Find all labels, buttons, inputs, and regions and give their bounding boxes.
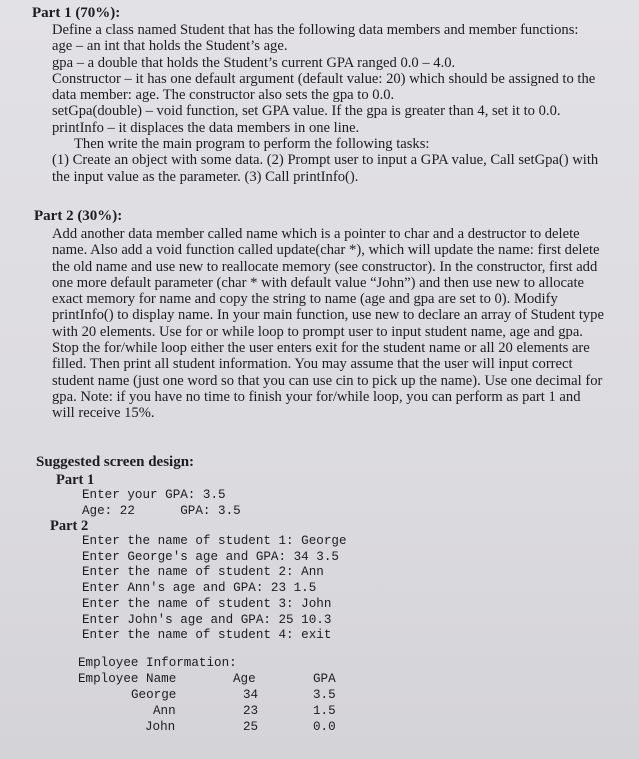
part2-line: student name (just one word so that you can use cin to pick up the name). Use one decimal for — [52, 372, 603, 389]
part2-console-output — [82, 534, 347, 644]
screen-design-heading: Suggested screen design: — [36, 454, 195, 470]
part1-line: data member: age. The constructor also sets the gpa to 0.0. — [52, 87, 395, 104]
part2-line: will receive 15%. — [52, 405, 155, 422]
table-cell-name: Ann — [153, 704, 176, 718]
part2-heading: Part 2 (30%): — [34, 208, 123, 224]
table-cell-gpa: 1.5 — [313, 704, 336, 718]
screen-part1-label: Part 1 — [56, 472, 95, 488]
part2-line: printInfo() to display name. In your main function, use new to declare an array of Student type — [52, 307, 604, 324]
part2-line: filled. Then print all student information. You may assume that the user will input correct — [52, 356, 573, 373]
console-line: Enter your GPA: 3.5 — [82, 488, 226, 502]
part1-line: (1) Create an object with some data. (2) Prompt user to input a GPA value, Call setGpa() with — [52, 152, 599, 169]
part1-line: the input value as the parameter. (3) Call printInfo(). — [52, 168, 359, 185]
table-cell-name: George — [131, 688, 177, 702]
part1-line: Constructor – it has one default argument (default value: 20) which should be assigned to the — [52, 70, 596, 87]
table-cell-age: 34 — [243, 688, 259, 702]
part1-line: age – an int that holds the Student’s age. — [52, 38, 288, 55]
table-header-age: Age — [233, 672, 256, 686]
part1-line: Define a class named Student that has the following data members and member functions: — [52, 22, 579, 38]
part1-line: gpa – a double that holds the Student’s current GPA ranged 0.0 – 4.0. — [52, 54, 456, 71]
console-line: Enter the name of student 4: exit — [82, 628, 332, 643]
part1-text — [52, 22, 632, 185]
part2-text — [52, 226, 632, 422]
table-header-gpa: GPA — [313, 672, 336, 686]
table-cell-age: 23 — [243, 704, 259, 718]
console-line: Enter the name of student 2: Ann — [82, 565, 324, 580]
part2-line: gpa. Note: if you have no time to finish your for/while loop, you can perform as part 1 and — [52, 388, 581, 405]
console-line: Enter the name of student 1: George — [82, 534, 347, 548]
table-cell-name: John — [145, 720, 176, 734]
part1-line: Then write the main program to perform the following tasks: — [74, 136, 430, 153]
console-line: Enter George's age and GPA: 34 3.5 — [82, 549, 339, 564]
console-line: Age: 22 GPA: 3.5 — [82, 503, 241, 518]
part1-heading: Part 1 (70%): — [32, 5, 121, 21]
console-line: Enter the name of student 3: John — [82, 596, 332, 611]
table-header-name: Employee Name — [78, 672, 177, 686]
table-cell-gpa: 3.5 — [313, 688, 336, 702]
part2-line: Stop the for/while loop either the user enters exit for the student name or all 20 elements are — [52, 340, 590, 357]
part1-line: printInfo – it displaces the data members in one line. — [52, 119, 360, 136]
console-line: Enter Ann's age and GPA: 23 1.5 — [82, 581, 317, 596]
part2-line: one more default parameter (char * with default value “John”) and then use new to allocate — [52, 274, 585, 291]
part2-line: name. Also add a void function called update(char *), which will update the name: first delete — [52, 242, 600, 259]
table-cell-gpa: 0.0 — [313, 720, 336, 734]
table-cell-age: 25 — [243, 720, 259, 734]
part1-console-output — [82, 488, 241, 519]
part2-line: the old name and use new to reallocate memory (see constructor). In the constructor, first add — [52, 258, 598, 275]
screen-part2-label: Part 2 — [50, 518, 89, 534]
console-line: Enter John's age and GPA: 25 10.3 — [82, 612, 332, 627]
part1-line: setGpa(double) – void function, set GPA value. If the gpa is greater than 4, set it to 0.0. — [52, 103, 561, 120]
table-title: Employee Information: — [78, 656, 237, 670]
part2-line: exact memory for name and copy the string to name (age and gpa are set to 0). Modify — [52, 291, 558, 308]
part2-line: Add another data member called name which is a pointer to char and a destructor to delete — [52, 226, 580, 242]
part2-line: with 20 elements. Use for or while loop to prompt user to input student name, age and gpa. — [52, 323, 583, 340]
